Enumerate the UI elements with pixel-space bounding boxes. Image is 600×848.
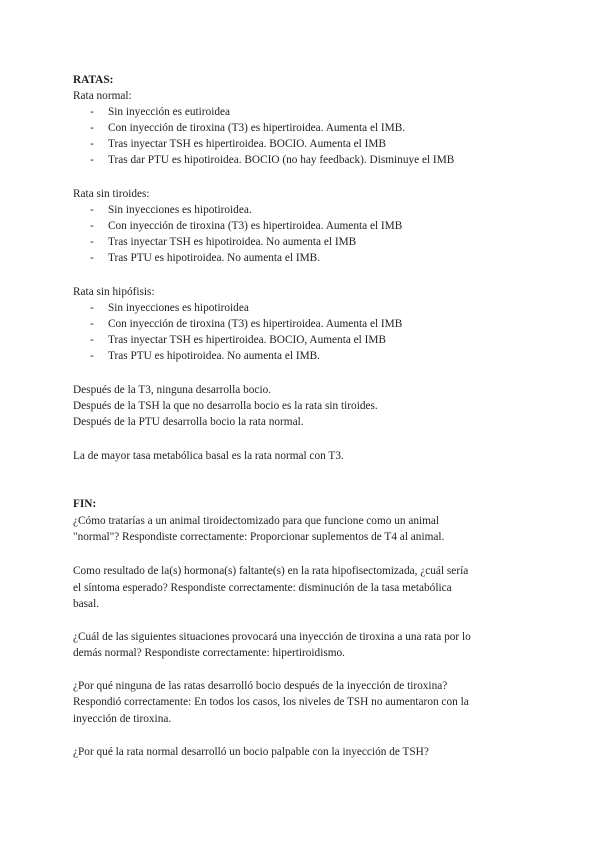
fin-line: demás normal? Respondiste correctamente: hipertiroidismo. — [73, 647, 345, 659]
list-item: - Con inyección de tiroxina (T3) es hipertiroidea. Aumenta el IMB. — [90, 122, 406, 134]
fin-line: basal. — [73, 598, 100, 610]
rata-sin-hipofisis-title: Rata sin hipófisis: — [73, 286, 155, 298]
list-item: - Tras inyectar TSH es hipotiroidea. No aumenta el IMB — [90, 236, 357, 248]
conclusion-line: Después de la T3, ninguna desarrolla bocio. — [73, 384, 272, 396]
list-item: - Con inyección de tiroxina (T3) es hipertiroidea. Aumenta el IMB — [90, 318, 403, 330]
list-item: - Tras PTU es hipotiroidea. No aumenta el IMB. — [90, 350, 320, 362]
fin-line: el síntoma esperado? Respondiste correctamente: disminución de la tasa metabólica — [73, 582, 452, 594]
conclusion-line: Después de la PTU desarrolla bocio la rata normal. — [73, 416, 304, 428]
fin-line: Respondió correctamente: En todos los casos, los niveles de TSH no aumentaron con la — [73, 696, 469, 708]
ratas-heading: RATAS: — [73, 74, 114, 86]
list-item: - Tras inyectar TSH es hipertiroidea. BOCIO. Aumenta el IMB — [90, 138, 386, 150]
fin-line: ¿Cuál de las siguientes situaciones provocará una inyección de tiroxina a una rata por lo — [73, 631, 471, 643]
fin-line: "normal"? Respondiste correctamente: Proporcionar suplementos de T4 al animal. — [73, 531, 445, 543]
list-item: - Tras PTU es hipotiroidea. No aumenta el IMB. — [90, 252, 320, 264]
list-item: - Sin inyecciones es hipotiroidea — [90, 302, 249, 314]
list-item: - Tras dar PTU es hipotiroidea. BOCIO (no hay feedback). Disminuye el IMB — [90, 154, 455, 166]
mayor-tasa-line: La de mayor tasa metabólica basal es la rata normal con T3. — [73, 450, 344, 462]
list-item: - Tras inyectar TSH es hipertiroidea. BOCIO, Aumenta el IMB — [90, 334, 386, 346]
fin-line: ¿Cómo tratarías a un animal tiroidectomizado para que funcione como un animal — [73, 515, 440, 527]
rata-normal-title: Rata normal: — [73, 90, 132, 102]
fin-line: Como resultado de la(s) hormona(s) faltante(s) en la rata hipofisectomizada, ¿cuál sería — [73, 565, 469, 577]
conclusion-line: Después de la TSH la que no desarrolla bocio es la rata sin tiroides. — [73, 400, 378, 412]
fin-line: ¿Por qué ninguna de las ratas desarrolló bocio después de la inyección de tiroxina? — [73, 680, 448, 692]
fin-line: inyección de tiroxina. — [73, 713, 172, 725]
fin-heading: FIN: — [73, 498, 97, 510]
list-item: - Sin inyección es eutiroidea — [90, 106, 231, 118]
fin-line: ¿Por qué la rata normal desarrolló un bocio palpable con la inyección de TSH? — [73, 746, 429, 758]
list-item: - Con inyección de tiroxina (T3) es hipertiroidea. Aumenta el IMB — [90, 220, 403, 232]
list-item: - Sin inyecciones es hipotiroidea. — [90, 204, 252, 216]
rata-sin-tiroides-title: Rata sin tiroides: — [73, 188, 150, 200]
